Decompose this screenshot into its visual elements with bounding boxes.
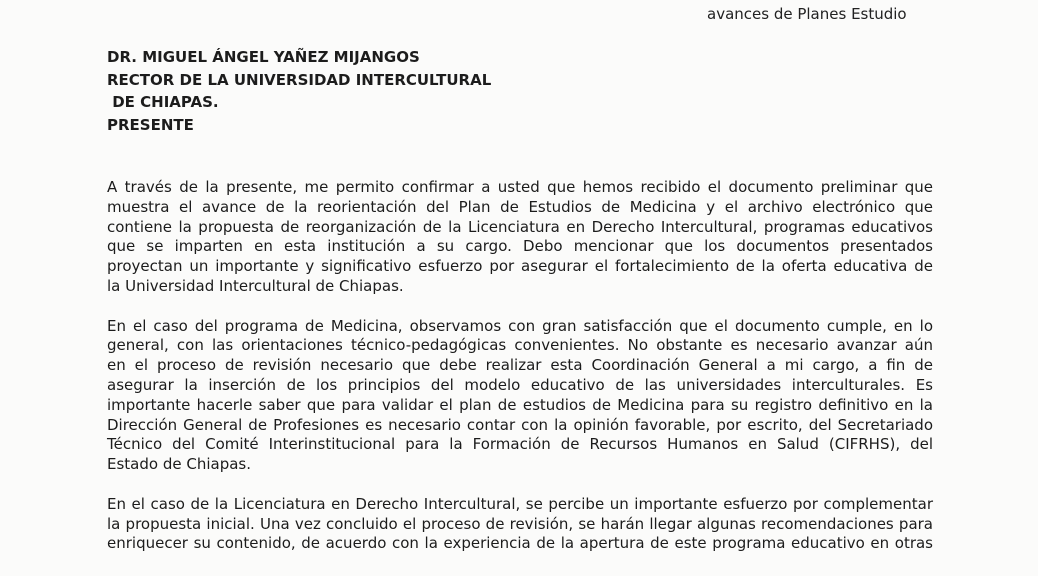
body-line: enriquecer su contenido, de acuerdo con la experiencia de la apertura de este programa educativo en otras <box>107 534 933 553</box>
paragraph-1 <box>107 178 933 297</box>
body-line: que se imparten en esta institución a su cargo. Debo mencionar que los documentos presentados <box>107 237 933 256</box>
body-line: contiene la propuesta de reorganización de la Licenciatura en Derecho Intercultural, programas educativos <box>107 217 933 236</box>
addressee-institution: DE CHIAPAS. <box>107 93 219 111</box>
body-line: En el caso de la Licenciatura en Derecho Intercultural, se percibe un importante esfuerzo por complementar <box>107 494 933 513</box>
addressee-title: RECTOR DE LA UNIVERSIDAD INTERCULTURAL <box>107 70 492 89</box>
letter-body <box>107 178 933 554</box>
body-line: En el caso del programa de Medicina, observamos con gran satisfacción que el documento cumple, en lo <box>107 316 933 335</box>
body-line: la propuesta inicial. Una vez concluido el proceso de revisión, se harán llegar algunas recomendaciones para <box>107 514 933 533</box>
body-line: Dirección General de Profesiones es necesario contar con la opinión favorable, por escrito, del Secretariado <box>107 415 933 434</box>
addressee-block <box>107 46 491 136</box>
paragraph-3 <box>107 495 933 554</box>
addressee-name: DR. MIGUEL ÁNGEL YAÑEZ MIJANGOS <box>107 48 420 66</box>
body-line: la Universidad Intercultural de Chiapas. <box>107 276 404 295</box>
body-line: proyectan un importante y significativo esfuerzo por asegurar el fortalecimiento de la oferta educativa de <box>107 257 933 276</box>
body-line: Estado de Chiapas. <box>107 455 251 474</box>
reference-line: avances de Planes Estudio <box>707 5 907 23</box>
addressee-presente: PRESENTE <box>107 115 194 134</box>
body-line: muestra el avance de la reorientación del Plan de Estudios de Medicina y el archivo electrónico que <box>107 197 933 216</box>
body-line: asegurar la inserción de los principios del modelo educativo de las universidades interculturales. Es <box>107 375 933 394</box>
body-line: Técnico del Comité Interinstitucional para la Formación de Recursos Humanos en Salud (CIFRHS), del <box>107 435 933 454</box>
body-line: general, con las orientaciones técnico-pedagógicas convenientes. No obstante es necesario avanzar aún <box>107 336 933 355</box>
body-line: A través de la presente, me permito confirmar a usted que hemos recibido el documento preliminar que <box>107 178 933 196</box>
paragraph-2 <box>107 317 933 475</box>
body-line: en el proceso de revisión necesario que debe realizar esta Coordinación General a mi cargo, a fin de <box>107 356 933 375</box>
body-line: importante hacerle saber que para validar el plan de estudios de Medicina para su registro definitivo en la <box>107 395 933 414</box>
